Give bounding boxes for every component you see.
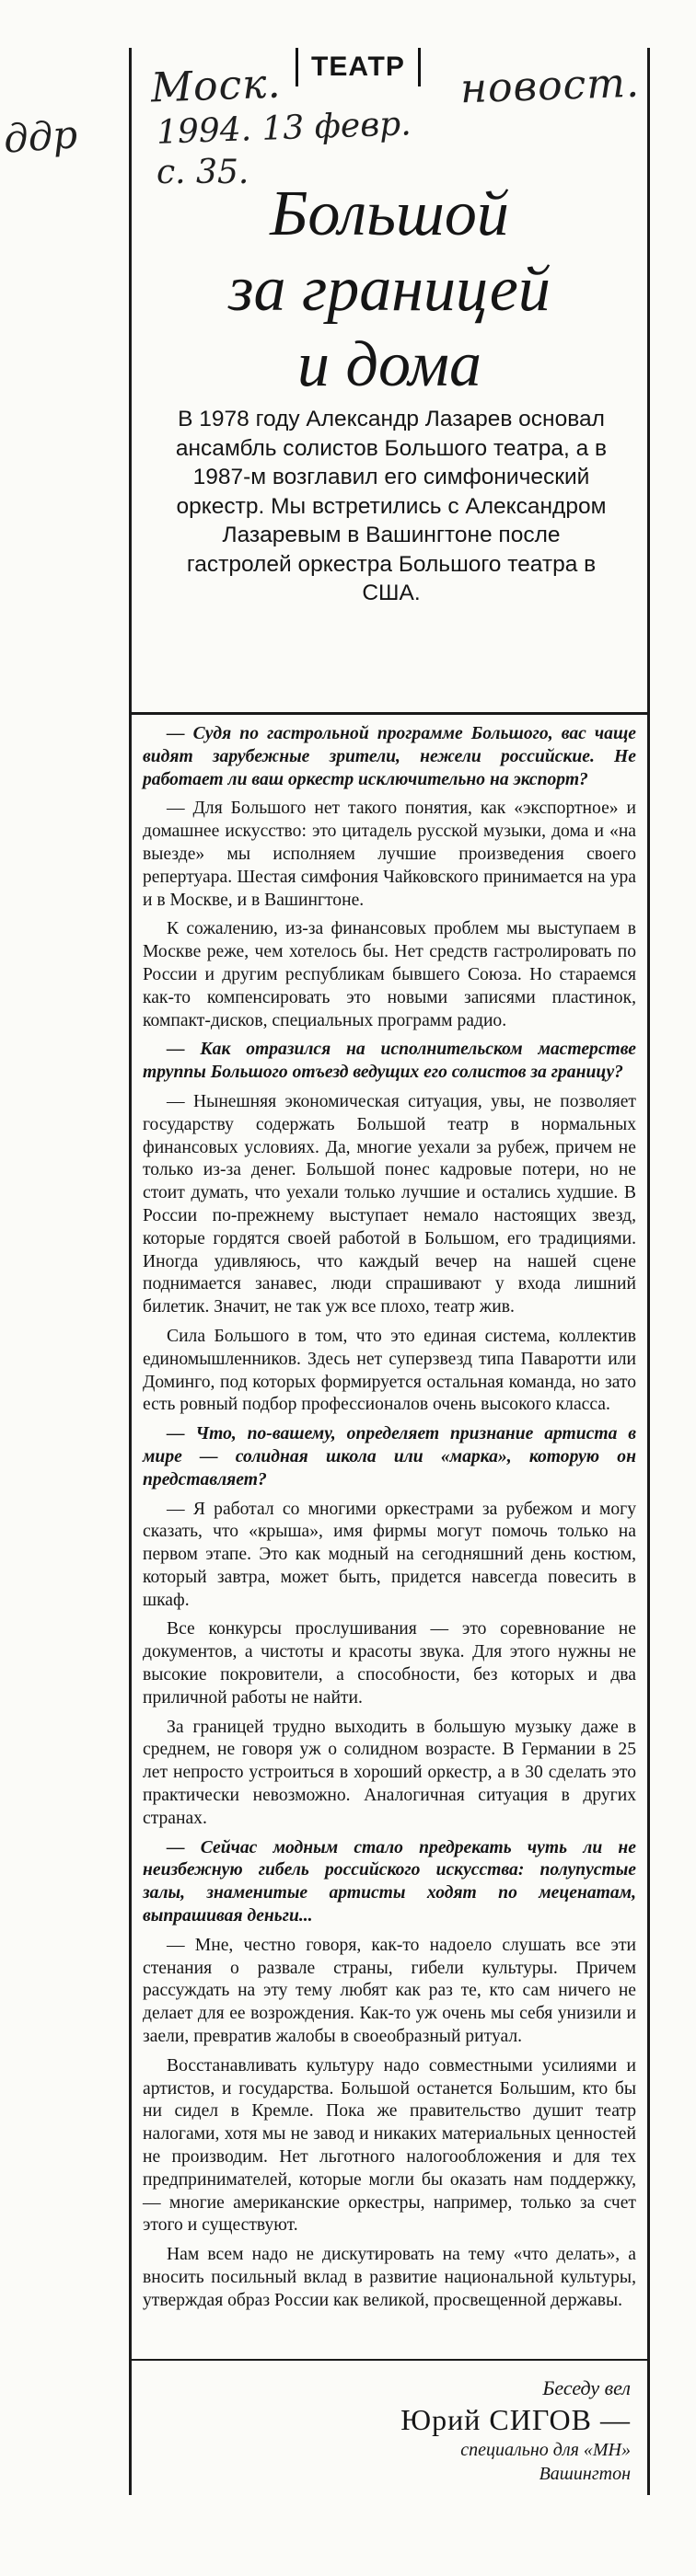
interview-question: — Что, по-вашему, определяет признание артиста в мире — солидная школа или «марка», которую он представляет?	[143, 1424, 636, 1489]
interview-answer: — Я работал со многими оркестрами за рубежом и могу сказать, что «крыша», имя фирмы могут помочь только на первом этапе. Это как модный на сегодняшний день костюм, который завтра, может быть, придется навсегда повесить в шкаф.	[143, 1499, 636, 1610]
section-tag: ТЕАТР	[296, 48, 421, 86]
byline-affiliation: специально для «МН»	[460, 2440, 631, 2460]
lead-paragraph: В 1978 году Александр Лазарев основал ансамбль солистов Большого театра, а в 1987-м возглавил его симфонический оркестр. Мы встретились с Александром Лазаревым в Вашингтоне после гастролей оркестра Большого театра в США.	[175, 407, 608, 605]
interview-answer: За границей трудно выходить в большую музыку даже в среднем, не говоря уж о солидном возрасте. В Германии в 25 лет непросто устроиться в хороший оркестр, а в 30 сделать это практически невозможно. Аналогичная ситуация в других странах.	[143, 1717, 636, 1828]
interview-answer: Все конкурсы прослушивания — это соревнование не документов, а чистоты и красоты звука. Для этого нужны не высокие покровители, а способности, без которых и два приличной работы не найти.	[143, 1619, 636, 1708]
interview-question: — Сейчас модным стало предрекать чуть ли не неизбежную гибель российского искусства: полупустые залы, знаменитые артисты ходят по меценатам, выпрашивая деньги...	[143, 1837, 636, 1926]
handwritten-date: 1994. 13 февр.	[156, 105, 412, 152]
byline-author: Юрий СИГОВ —	[400, 2403, 631, 2436]
interview-answer: — Для Большого нет такого понятия, как «экспортное» и домашнее искусство: это цитадель русской музыки, дома и «на выезде» мы исполняем лучшие произведения своего репертуара. Шестая симфония Чайковского принимается на ура и в Москве, и в Вашингтоне.	[143, 799, 636, 910]
headline-line-3: и дома	[297, 329, 481, 400]
article-body	[143, 723, 636, 2319]
byline	[400, 2375, 631, 2486]
headline	[132, 177, 647, 403]
interview-answer: — Нынешняя экономическая ситуация, увы, не позволяет государству содержать Большой театр в нормальных финансовых условиях. Да, многие уехали за рубеж, причем не только из-за денег. Большой понес кадровые потери, но не стоит думать, что уехали только лучшие и остались худшие. В России по-прежнему выступает немало настоящих звезд, которые гордятся своей работой в Большом, его традициями. Иногда удивляюсь, что каждый вечер на нашей сцене поднимается занавес, люди спрашивают у входа лишний билетик. Значит, не так уж все плохо, театр жив.	[143, 1091, 636, 1317]
interview-question: — Как отразился на исполнительском мастерстве труппы Большого отъезд ведущих его солистов за границу?	[143, 1040, 636, 1083]
interview-answer: Восстанавливать культуру надо совместными усилиями и артистов, и государства. Большой останется Большим, кто бы ни сидел в Кремле. Пока же правительство душит театр налогами, хотя мы не завод и никаких материальных ценностей не производим. Нет льготного налогообложения и для тех предпринимателей, которые могли бы оказать нам поддержку, — многие американские оркестры, например, только за счет этого и существуют.	[143, 2055, 636, 2236]
lead-divider	[132, 712, 647, 715]
interview-question: — Судя по гастрольной программе Большого, вас чаще видят зарубежные зрители, нежели российские. Не работает ли ваш оркестр исключительно на экспорт?	[143, 724, 636, 789]
interview-answer: К сожалению, из-за финансовых проблем мы выступаем в Москве реже, чем хотелось бы. Нет средств гастролировать по России и другим республикам бывшего Союза. Но стараемся как-то компенсировать это новыми записями пластинок, компакт-дисков, специальных программ радио.	[143, 919, 636, 1030]
interview-answer: — Мне, честно говоря, как-то надоело слушать все эти стенания о развале страны, гибели культуры. Причем рассуждать на эту тему любят как раз те, кто сам ничего не делает для ее возрождения. Как-то уж очень мы себя унизили и заели, превратив жалобы в своеобразный ритуал.	[143, 1935, 636, 2047]
handwritten-page: с. 35.	[157, 154, 249, 191]
byline-location: Вашингтон	[539, 2464, 631, 2484]
handwritten-source: Моск.	[150, 60, 283, 112]
headline-line-1: Большой	[270, 178, 509, 249]
headline-line-2: за границей	[228, 254, 551, 325]
article-column	[129, 48, 650, 2495]
byline-credit: Беседу вел	[542, 2376, 631, 2399]
interview-answer: Нам всем надо не дискутировать на тему «что делать», а вносить посильный вклад в развитие национальной культуры, утверждая образ России как великой, просвещенной державы.	[143, 2245, 636, 2310]
signature-divider	[132, 2359, 647, 2361]
margin-handwritten-note: ддр	[2, 111, 79, 162]
interview-answer: Сила Большого в том, что это единая система, коллектив единомышленников. Здесь нет суперзвезд типа Паваротти или Доминго, под которых формируется остальная команда, но зато есть ровный подбор профессионалов очень высокого класса.	[143, 1326, 636, 1415]
handwritten-paper: новост.	[459, 59, 641, 113]
